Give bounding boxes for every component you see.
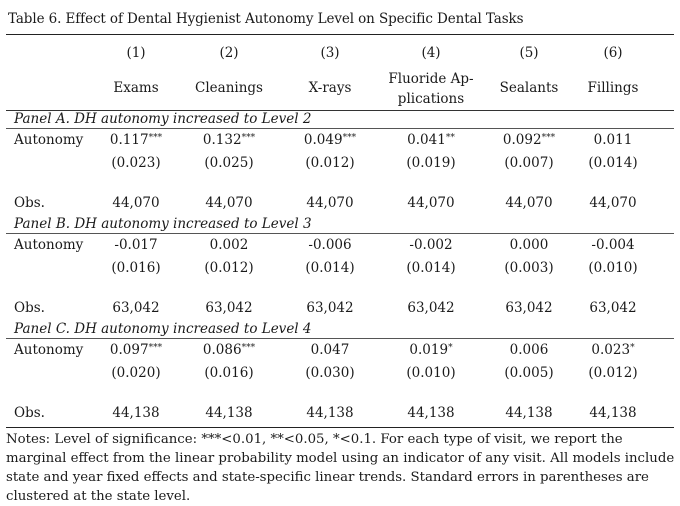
coefficient-value: -0.002	[409, 237, 453, 253]
observations-cell: 44,138	[205, 405, 253, 421]
coefficient-cell	[407, 132, 455, 148]
coefficient-cell	[510, 237, 549, 253]
col-2-name: Cleanings	[195, 80, 263, 96]
coefficient-cell	[409, 237, 452, 253]
standard-error-cell: (0.005)	[504, 365, 554, 381]
coefficient-cell	[591, 237, 634, 253]
standard-error-cell: (0.010)	[406, 365, 456, 381]
observations-cell: 44,070	[205, 195, 253, 211]
coefficient-value: 0.086	[202, 342, 242, 358]
top-rule	[6, 34, 674, 35]
significance-stars: ***	[148, 343, 163, 353]
obs-row-label: Obs.	[14, 405, 45, 421]
col-5-name: Sealants	[499, 80, 559, 96]
significance-stars: ***	[342, 133, 357, 143]
obs-row-label: Obs.	[14, 300, 45, 316]
panel-b-rule	[6, 233, 674, 234]
significance-stars: *	[630, 343, 635, 353]
coefficient-value: 0.097	[109, 342, 149, 358]
observations-cell: 44,138	[306, 405, 354, 421]
coefficient-value: 0.002	[209, 237, 249, 253]
coefficient-cell	[308, 237, 351, 253]
coefficient-value: -0.006	[308, 237, 352, 253]
standard-error-cell: (0.019)	[406, 155, 456, 171]
coefficient-value: 0.117	[109, 132, 149, 148]
col-4-number: (4)	[421, 45, 441, 61]
standard-error-cell: (0.012)	[305, 155, 355, 171]
panel-c-rule	[6, 338, 674, 339]
coefficient-cell	[591, 342, 634, 358]
panel-a-rule	[6, 128, 674, 129]
significance-stars: ***	[241, 133, 256, 143]
col-4-name-line1: Fluoride Ap-	[388, 71, 474, 87]
standard-error-cell: (0.025)	[204, 155, 254, 171]
observations-cell: 63,042	[205, 300, 253, 316]
coefficient-value: 0.132	[202, 132, 242, 148]
coefficient-value: 0.011	[593, 132, 633, 148]
coefficient-value: 0.049	[303, 132, 343, 148]
coefficient-value: 0.000	[509, 237, 549, 253]
standard-error-cell: (0.014)	[588, 155, 638, 171]
col-2-number: (2)	[219, 45, 239, 61]
observations-cell: 44,070	[505, 195, 553, 211]
obs-row-label: Obs.	[14, 195, 45, 211]
panel-c-title: Panel C. DH autonomy increased to Level 4	[14, 321, 312, 337]
col-1-number: (1)	[126, 45, 146, 61]
col-5-number: (5)	[519, 45, 539, 61]
standard-error-cell: (0.016)	[111, 260, 161, 276]
table-caption: Table 6. Effect of Dental Hygienist Autonomy Level on Specific Dental Tasks	[8, 11, 524, 27]
observations-cell: 44,138	[407, 405, 455, 421]
coefficient-cell	[110, 342, 162, 358]
panel-a-title: Panel A. DH autonomy increased to Level 2	[14, 111, 312, 127]
significance-stars: ***	[148, 133, 163, 143]
coefficient-cell	[311, 342, 350, 358]
observations-cell: 63,042	[407, 300, 455, 316]
coefficient-cell	[203, 132, 255, 148]
coefficient-cell	[409, 342, 452, 358]
standard-error-cell: (0.023)	[111, 155, 161, 171]
observations-cell: 44,070	[306, 195, 354, 211]
observations-cell: 63,042	[112, 300, 160, 316]
col-6-name: Fillings	[587, 80, 639, 96]
standard-error-cell: (0.003)	[504, 260, 554, 276]
observations-cell: 63,042	[505, 300, 553, 316]
coefficient-value: -0.017	[114, 237, 158, 253]
table-notes: Notes: Level of significance: ***<0.01, **<0.05, *<0.1. For each type of visit, we report the marginal effect from the linear probability model using an indicator of any visit. All models include state and year fixed effects and state-specific linear trends. Standard errors in parentheses are clustered at the state level.	[6, 432, 675, 504]
coefficient-value: 0.047	[310, 342, 350, 358]
observations-cell: 44,138	[112, 405, 160, 421]
coefficient-value: 0.092	[502, 132, 542, 148]
standard-error-cell: (0.020)	[111, 365, 161, 381]
observations-cell: 44,070	[112, 195, 160, 211]
col-3-number: (3)	[320, 45, 340, 61]
coefficient-value: 0.019	[409, 342, 449, 358]
autonomy-row-label: Autonomy	[14, 132, 84, 148]
standard-error-cell: (0.007)	[504, 155, 554, 171]
standard-error-cell: (0.016)	[204, 365, 254, 381]
standard-error-cell: (0.012)	[588, 365, 638, 381]
significance-stars: **	[445, 133, 455, 143]
standard-error-cell: (0.014)	[305, 260, 355, 276]
coefficient-cell	[304, 132, 356, 148]
coefficient-value: 0.006	[509, 342, 549, 358]
standard-error-cell: (0.010)	[588, 260, 638, 276]
coefficient-cell	[510, 342, 549, 358]
coefficient-cell	[594, 132, 633, 148]
col-3-name: X-rays	[308, 80, 352, 96]
coefficient-cell	[203, 342, 255, 358]
col-4-name-line2: plications	[397, 91, 465, 107]
significance-stars: ***	[241, 343, 256, 353]
bottom-rule	[6, 427, 674, 428]
col-6-number: (6)	[603, 45, 623, 61]
coefficient-value: 0.023	[591, 342, 631, 358]
observations-cell: 44,138	[505, 405, 553, 421]
significance-stars: ***	[541, 133, 556, 143]
col-1-name: Exams	[113, 80, 159, 96]
observations-cell: 44,070	[589, 195, 637, 211]
autonomy-row-label: Autonomy	[14, 342, 84, 358]
coefficient-cell	[110, 132, 162, 148]
observations-cell: 63,042	[589, 300, 637, 316]
observations-cell: 44,138	[589, 405, 637, 421]
coefficient-cell	[210, 237, 249, 253]
standard-error-cell: (0.030)	[305, 365, 355, 381]
coefficient-value: -0.004	[591, 237, 635, 253]
significance-stars: *	[448, 343, 453, 353]
observations-cell: 44,070	[407, 195, 455, 211]
observations-cell: 63,042	[306, 300, 354, 316]
standard-error-cell: (0.014)	[406, 260, 456, 276]
coefficient-value: 0.041	[407, 132, 446, 148]
standard-error-cell: (0.012)	[204, 260, 254, 276]
coefficient-cell	[114, 237, 157, 253]
panel-b-title: Panel B. DH autonomy increased to Level 3	[14, 216, 312, 232]
coefficient-cell	[503, 132, 555, 148]
autonomy-row-label: Autonomy	[14, 237, 84, 253]
